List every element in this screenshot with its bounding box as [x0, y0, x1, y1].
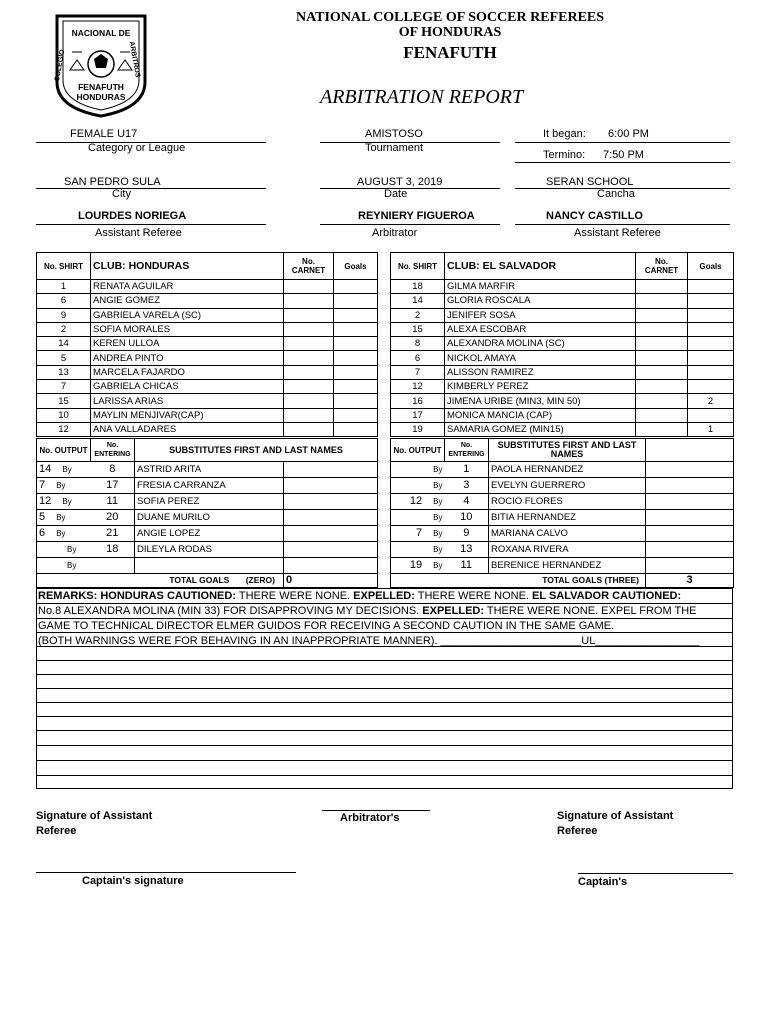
- sub-by: By: [433, 513, 443, 522]
- category-label: Category or League: [88, 142, 186, 154]
- away-sub-col-names: SUBSTITUTES FIRST AND LAST NAMES: [489, 439, 646, 462]
- home-col-shirt: No. SHIRT: [37, 253, 91, 280]
- sub-in: 3: [445, 478, 489, 494]
- away-sub-col-in: No. ENTERING: [445, 439, 489, 462]
- table-row: [391, 462, 734, 478]
- player-goals: [334, 380, 378, 394]
- player-number: 7: [37, 380, 91, 394]
- home-total-row: [37, 574, 378, 588]
- player-name: ANA VALLADARES: [91, 422, 284, 436]
- sub-in: 13: [445, 542, 489, 558]
- remarks-el-salvador-label: EL SALVADOR CAUTIONED:: [532, 590, 682, 602]
- player-goals: [688, 337, 734, 351]
- table-row: [37, 558, 378, 574]
- table-row: [391, 294, 734, 308]
- table-row: [391, 478, 734, 494]
- player-number: 16: [391, 394, 445, 408]
- player-goals: [334, 337, 378, 351]
- player-name: LARISSA ARIAS: [91, 394, 284, 408]
- remarks-label: REMARKS: HONDURAS CAUTIONED:: [38, 590, 236, 602]
- remarks-line-4: (BOTH WARNINGS WERE FOR BEHAVING IN AN INAPPROPRIATE MANNER). _______________________UL_________________: [38, 635, 700, 647]
- away-subs-table: [390, 438, 734, 588]
- sub-by: By: [67, 545, 77, 554]
- table-row: [37, 494, 378, 510]
- player-goals: [688, 380, 734, 394]
- player-goals: [688, 351, 734, 365]
- home-roster-table: [36, 252, 378, 437]
- player-number: 8: [391, 337, 445, 351]
- player-goals: [688, 308, 734, 322]
- assistant-referee-1-name: LOURDES NORIEGA: [78, 210, 187, 222]
- player-name: KIMBERLY PEREZ: [445, 380, 636, 394]
- table-row: [37, 478, 378, 494]
- logo-right-text: ARBITROS: [127, 40, 141, 79]
- began-value: 6:00 PM: [608, 128, 649, 140]
- sub-in: 11: [445, 558, 489, 574]
- player-number: 10: [37, 408, 91, 422]
- sub-by: By: [56, 481, 66, 490]
- sub-by: By: [433, 497, 443, 506]
- sub-name: EVELYN GUERRERO: [489, 478, 646, 494]
- sub-out: 12: [409, 495, 423, 507]
- player-number: 1: [37, 280, 91, 294]
- away-total-label: TOTAL GOALS (THREE): [391, 574, 646, 588]
- logo-top-text: NACIONAL DE: [71, 28, 131, 38]
- sub-name: ROCIO FLORES: [489, 494, 646, 510]
- table-row: [37, 308, 378, 322]
- remarks-line-1: [38, 588, 733, 604]
- home-sub-col-in: No. ENTERING: [91, 439, 135, 462]
- city-value: SAN PEDRO SULA: [64, 176, 161, 188]
- home-col-carnet: No. CARNET: [284, 253, 334, 280]
- report-title: ARBITRATION REPORT: [320, 86, 524, 108]
- away-roster-table: [390, 252, 734, 437]
- away-club-name: CLUB: EL SALVADOR: [445, 253, 636, 280]
- away-col-carnet: No. CARNET: [636, 253, 688, 280]
- table-row: [391, 494, 734, 510]
- sub-by: By: [67, 561, 77, 570]
- away-col-goals: Goals: [688, 253, 734, 280]
- table-row: [391, 365, 734, 379]
- table-row: [391, 558, 734, 574]
- referee-label: Arbitrator: [372, 227, 418, 239]
- assistant-referee-2-name: NANCY CASTILLO: [546, 210, 643, 222]
- player-number: 7: [391, 365, 445, 379]
- sub-by: By: [433, 561, 443, 570]
- sub-out: 7: [39, 479, 46, 491]
- sub-name: SOFIA PEREZ: [135, 494, 284, 510]
- table-row: [37, 462, 378, 478]
- table-row: [37, 322, 378, 336]
- player-goals: [334, 365, 378, 379]
- sub-name: PAOLA HERNANDEZ: [489, 462, 646, 478]
- header-line-3: FENAFUTH: [403, 43, 497, 62]
- date-label: Date: [384, 188, 408, 200]
- table-row: [391, 542, 734, 558]
- player-goals: [334, 394, 378, 408]
- arbitrator-signature: Arbitrator's: [340, 812, 400, 824]
- player-name: GABRIELA VARELA (SC): [91, 308, 284, 322]
- table-row: [391, 337, 734, 351]
- away-total-value: 3: [646, 574, 734, 588]
- player-number: 18: [391, 280, 445, 294]
- sub-name: DILEYLA RODAS: [135, 542, 284, 558]
- player-number: 14: [37, 337, 91, 351]
- table-row: [391, 351, 734, 365]
- player-name: NICKOL AMAYA: [445, 351, 636, 365]
- sub-in: 21: [91, 526, 135, 542]
- table-row: [37, 408, 378, 422]
- player-name: GLORIA ROSCALA: [445, 294, 636, 308]
- sub-by: By: [433, 481, 443, 490]
- home-players: [37, 280, 378, 437]
- player-goals: [334, 422, 378, 436]
- player-number: 17: [391, 408, 445, 422]
- player-name: ANDREA PINTO: [91, 351, 284, 365]
- player-name: GABRIELA CHICAS: [91, 380, 284, 394]
- sub-in: 8: [91, 462, 135, 478]
- sub-in: 9: [445, 526, 489, 542]
- player-goals: [334, 294, 378, 308]
- sub-out: 19: [409, 559, 423, 571]
- away-total-row: [391, 574, 734, 588]
- sub-in: 1: [445, 462, 489, 478]
- table-row: [37, 337, 378, 351]
- away-players: [391, 280, 734, 437]
- player-name: RENATA AGUILAR: [91, 280, 284, 294]
- home-col-goals: Goals: [334, 253, 378, 280]
- sub-name: ASTRID ARITA: [135, 462, 284, 478]
- sub-name: ROXANA RIVERA: [489, 542, 646, 558]
- sub-name: MARIANA CALVO: [489, 526, 646, 542]
- home-sub-col-names: SUBSTITUTES FIRST AND LAST NAMES: [135, 439, 378, 462]
- assistant-signature-left-line1: Signature of Assistant: [36, 810, 153, 822]
- home-subs: [37, 462, 378, 588]
- logo-bottom-text-1: FENAFUTH: [78, 82, 124, 92]
- college-logo: [52, 12, 150, 118]
- sub-name: BITIA HERNANDEZ: [489, 510, 646, 526]
- player-goals: [334, 322, 378, 336]
- sub-out: 5: [39, 511, 46, 523]
- header-line-1: NATIONAL COLLEGE OF SOCCER REFEREES: [295, 10, 605, 25]
- sub-by: By: [56, 513, 66, 522]
- table-row: [37, 380, 378, 394]
- sub-out: 12: [39, 495, 52, 507]
- sub-by: By: [62, 497, 72, 506]
- assistant-referee-1-label: Assistant Referee: [95, 227, 182, 239]
- player-number: 9: [37, 308, 91, 322]
- sub-by: By: [433, 529, 443, 538]
- player-goals: [334, 408, 378, 422]
- table-row: [37, 422, 378, 436]
- referee-name: REYNIERY FIGUEROA: [358, 210, 475, 222]
- sub-in: 18: [91, 542, 135, 558]
- player-name: MARCELA FAJARDO: [91, 365, 284, 379]
- away-sub-col-out: No. OUTPUT: [391, 439, 445, 462]
- remarks-text: THERE WERE NONE.: [236, 590, 354, 602]
- table-row: [37, 510, 378, 526]
- player-number: 6: [37, 294, 91, 308]
- player-goals: [334, 280, 378, 294]
- player-number: 12: [37, 422, 91, 436]
- table-row: [391, 322, 734, 336]
- table-row: [37, 394, 378, 408]
- sub-by: By: [433, 545, 443, 554]
- cancha-value: SERAN SCHOOL: [546, 176, 634, 188]
- date-value: AUGUST 3, 2019: [357, 176, 443, 188]
- sub-by: By: [433, 465, 443, 474]
- player-name: MONICA MANCIA (CAP): [445, 408, 636, 422]
- player-goals: [688, 280, 734, 294]
- captain-signature-right: Captain's: [578, 876, 628, 888]
- sub-in: 4: [445, 494, 489, 510]
- player-goals: 2: [688, 394, 734, 408]
- captain-signature-left: Captain's signature: [82, 875, 184, 887]
- tournament-value: AMISTOSO: [365, 128, 423, 140]
- sub-in: 11: [91, 494, 135, 510]
- table-row: [37, 351, 378, 365]
- table-row: [391, 422, 734, 436]
- player-name: GILMA MARFIR: [445, 280, 636, 294]
- table-row: [391, 408, 734, 422]
- away-col-shirt: No. SHIRT: [391, 253, 445, 280]
- remarks-line-2: [38, 603, 733, 619]
- player-name: MAYLIN MENJIVAR(CAP): [91, 408, 284, 422]
- home-total-value: 0: [284, 574, 378, 588]
- player-name: SAMARIA GOMEZ (MIN15): [445, 422, 636, 436]
- sub-in: 10: [445, 510, 489, 526]
- sub-by: By: [56, 529, 66, 538]
- tournament-label: Tournament: [365, 142, 424, 154]
- home-total-label: TOTAL GOALS: [169, 575, 230, 586]
- table-row: [391, 394, 734, 408]
- sub-out: 14: [39, 463, 52, 475]
- player-goals: [688, 408, 734, 422]
- player-name: ALEXANDRA MOLINA (SC): [445, 337, 636, 351]
- player-goals: [334, 351, 378, 365]
- player-name: ALISSON RAMIREZ: [445, 365, 636, 379]
- assistant-signature-right-line2: Referee: [557, 825, 598, 837]
- table-row: [391, 380, 734, 394]
- began-label: It began:: [543, 128, 586, 140]
- end-value: 7:50 PM: [603, 149, 644, 161]
- player-number: 13: [37, 365, 91, 379]
- table-row: [391, 526, 734, 542]
- player-goals: [688, 365, 734, 379]
- table-row: [391, 280, 734, 294]
- sub-name: DUANE MURILO: [135, 510, 284, 526]
- table-row: [391, 510, 734, 526]
- sub-in: 17: [91, 478, 135, 494]
- table-row: [37, 294, 378, 308]
- end-label: Termino:: [543, 149, 586, 161]
- logo-bottom-text-2: HONDURAS: [76, 92, 126, 102]
- logo-left-text: COLEGIO: [53, 48, 67, 83]
- table-row: [37, 542, 378, 558]
- player-name: JIMENA URIBE (MIN3, MIN 50): [445, 394, 636, 408]
- home-club-name: CLUB: HONDURAS: [91, 253, 284, 280]
- table-row: [37, 280, 378, 294]
- remarks-expelled-label: EXPELLED:: [353, 590, 415, 602]
- sub-by: By: [62, 465, 72, 474]
- player-number: 15: [37, 394, 91, 408]
- remarks-expelled-label: EXPELLED:: [422, 605, 485, 617]
- remarks-line-3: GAME TO TECHNICAL DIRECTOR ELMER GUIDOS FOR RECEIVING A SECOND CAUTION IN THE SAME GAME.: [38, 620, 615, 632]
- assistant-signature-left-line2: Referee: [36, 825, 77, 837]
- sub-in: 20: [91, 510, 135, 526]
- sub-in: [91, 558, 135, 574]
- header-line-2: OF HONDURAS: [398, 25, 502, 40]
- category-value: FEMALE U17: [70, 128, 138, 140]
- player-goals: [334, 308, 378, 322]
- player-number: 14: [391, 294, 445, 308]
- player-goals: 1: [688, 422, 734, 436]
- home-subs-table: [36, 438, 378, 588]
- table-row: [37, 526, 378, 542]
- sub-out: 7: [415, 527, 423, 539]
- remarks-text: THERE WERE NONE. EXPEL FROM THE: [484, 605, 697, 617]
- remarks-text: No.8 ALEXANDRA MOLINA (MIN 33) FOR DISAPPROVING MY DECISIONS.: [38, 605, 423, 617]
- city-label: City: [112, 188, 131, 200]
- remarks-text: THERE WERE NONE.: [414, 590, 533, 602]
- assistant-signature-right-line1: Signature of Assistant: [557, 810, 674, 822]
- home-sub-col-out: No. OUTPUT: [37, 439, 91, 462]
- player-number: 2: [391, 308, 445, 322]
- player-number: 19: [391, 422, 445, 436]
- cancha-label: Cancha: [597, 188, 635, 200]
- assistant-referee-2-label: Assistant Referee: [574, 227, 661, 239]
- player-name: KEREN ULLOA: [91, 337, 284, 351]
- player-number: 12: [391, 380, 445, 394]
- sub-name: BERENICE HERNANDEZ: [489, 558, 646, 574]
- sub-name: ANGIE LOPEZ: [135, 526, 284, 542]
- player-number: 5: [37, 351, 91, 365]
- player-number: 2: [37, 322, 91, 336]
- table-row: [37, 365, 378, 379]
- sub-out: 6: [39, 527, 46, 539]
- player-goals: [688, 322, 734, 336]
- player-goals: [688, 294, 734, 308]
- away-subs: [391, 462, 734, 588]
- home-total-words: (ZERO): [245, 575, 275, 586]
- sub-name: FRESIA CARRANZA: [135, 478, 284, 494]
- sub-name: [135, 558, 284, 574]
- player-name: JENIFER SOSA: [445, 308, 636, 322]
- player-name: ALEXA ESCOBAR: [445, 322, 636, 336]
- player-name: ANGIE GOMEZ: [91, 294, 284, 308]
- player-name: SOFIA MORALES: [91, 322, 284, 336]
- player-number: 6: [391, 351, 445, 365]
- table-row: [391, 308, 734, 322]
- player-number: 15: [391, 322, 445, 336]
